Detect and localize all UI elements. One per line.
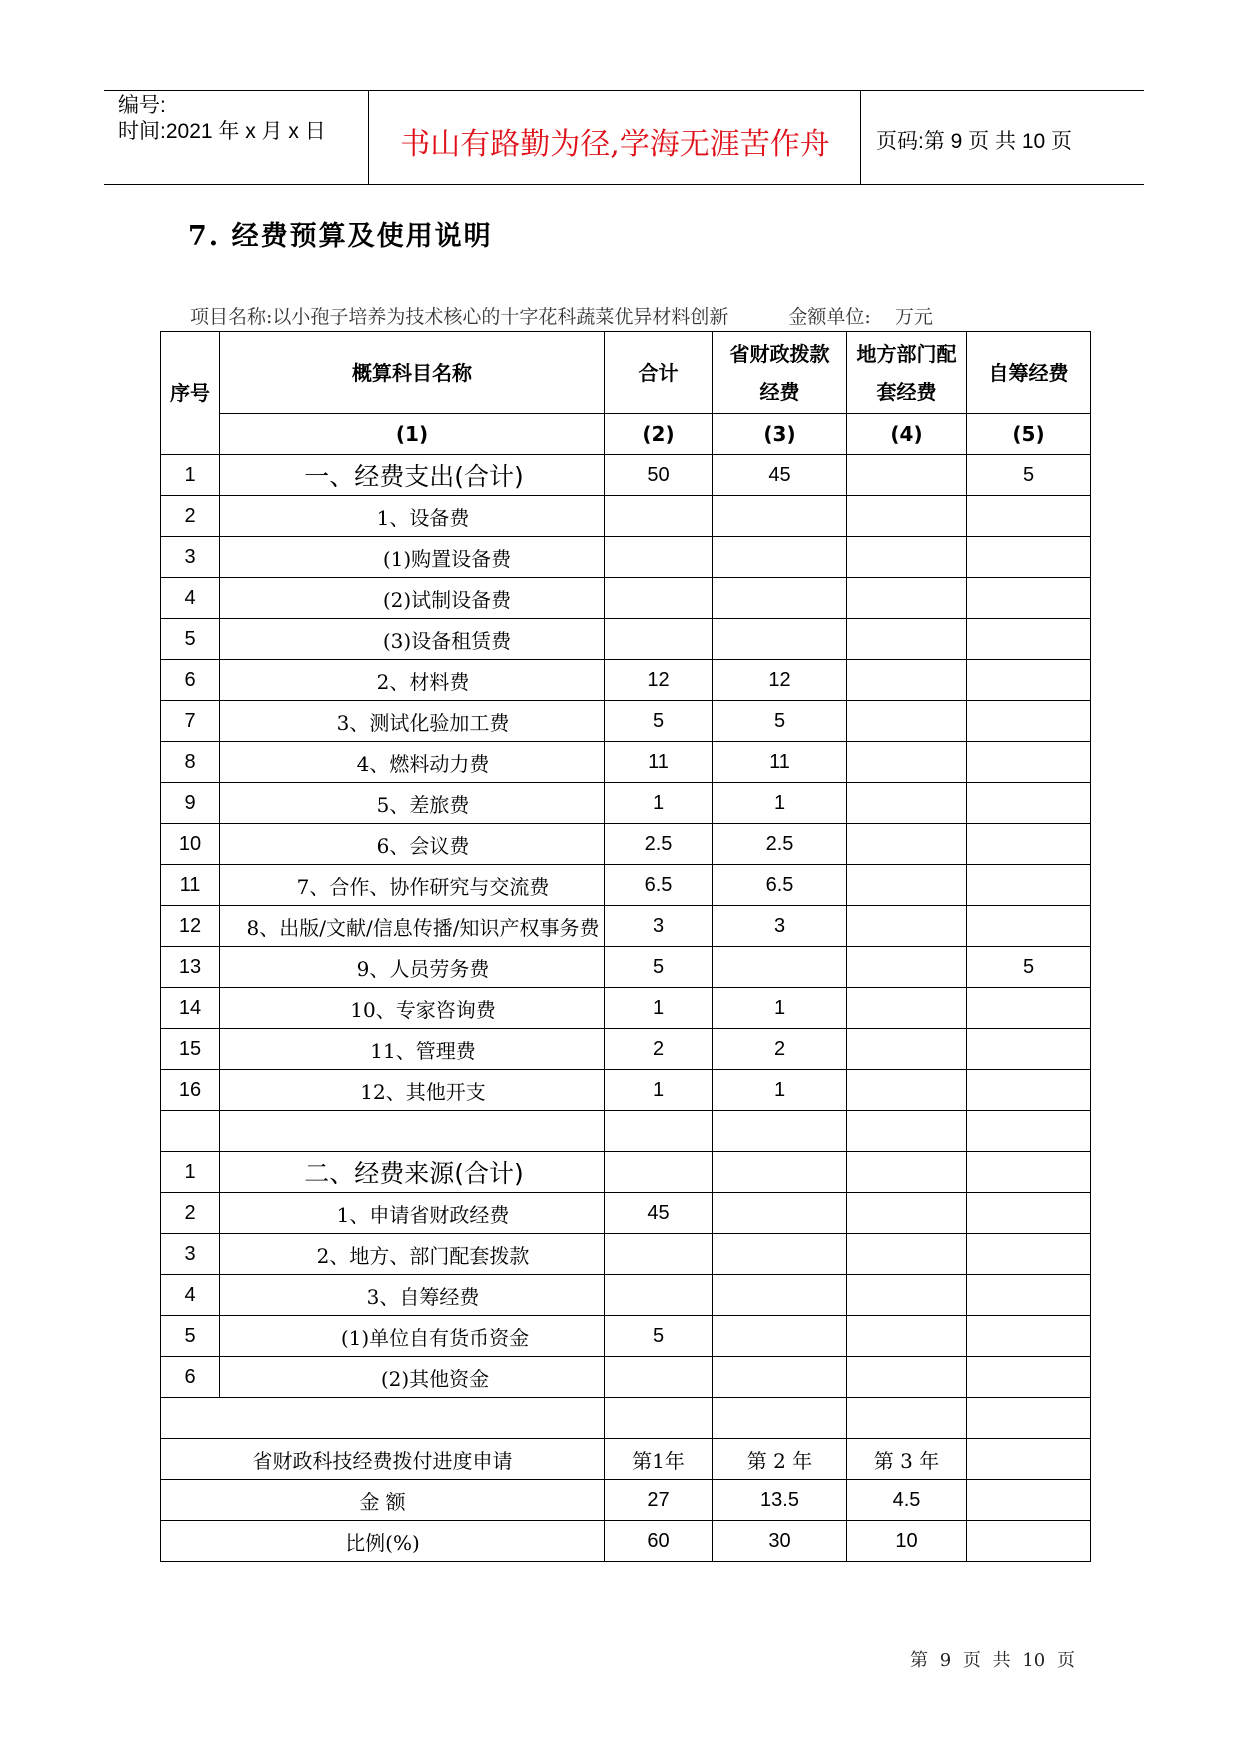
table-row xyxy=(161,660,1091,701)
table-row xyxy=(161,496,1091,537)
row-self xyxy=(967,865,1091,906)
row-prov xyxy=(713,1234,847,1275)
unit-value: 万元 xyxy=(894,306,933,328)
row-local xyxy=(847,906,967,947)
row-local xyxy=(847,988,967,1029)
row-self xyxy=(967,537,1091,578)
col-total-header: 合计 xyxy=(605,332,713,414)
row-total xyxy=(605,537,713,578)
row-total: 1 xyxy=(605,988,713,1029)
table-row xyxy=(161,742,1091,783)
row-total: 6.5 xyxy=(605,865,713,906)
row-seq: 9 xyxy=(161,783,220,824)
blank-cell xyxy=(161,1111,220,1152)
row-seq: 10 xyxy=(161,824,220,865)
col-prov-line2: 经费 xyxy=(759,379,800,404)
row-name: 4、燃料动力费 xyxy=(220,742,605,783)
row-name: (1)购置设备费 xyxy=(220,537,605,578)
header-divider xyxy=(860,91,861,184)
row-prov xyxy=(713,1316,847,1357)
section-title: 7. 经费预算及使用说明 xyxy=(188,221,493,252)
row-self: 5 xyxy=(967,947,1091,988)
schedule-value: 30 xyxy=(713,1521,847,1562)
row-seq: 3 xyxy=(161,537,220,578)
row-total xyxy=(605,1234,713,1275)
row-self: 5 xyxy=(967,455,1091,496)
row-local xyxy=(847,742,967,783)
row-total: 3 xyxy=(605,906,713,947)
row-total: 11 xyxy=(605,742,713,783)
row-seq: 6 xyxy=(161,1357,220,1398)
col-prov-line1: 省财政拨款 xyxy=(729,341,830,366)
row-local xyxy=(847,660,967,701)
row-total: 12 xyxy=(605,660,713,701)
row-total: 5 xyxy=(605,947,713,988)
schedule-label: 比例(%) xyxy=(161,1521,605,1562)
table-row xyxy=(161,1234,1091,1275)
row-name: 5、差旅费 xyxy=(220,783,605,824)
table-row xyxy=(161,619,1091,660)
number-label: 编号: xyxy=(118,94,166,117)
row-self xyxy=(967,1070,1091,1111)
schedule-value: 4.5 xyxy=(847,1480,967,1521)
col-index: (5) xyxy=(967,414,1091,455)
table-row xyxy=(161,947,1091,988)
table-row xyxy=(161,824,1091,865)
table-blank-row xyxy=(161,1111,1091,1152)
table-row xyxy=(161,1357,1091,1398)
table-row xyxy=(161,537,1091,578)
row-self xyxy=(967,1275,1091,1316)
blank-cell xyxy=(967,1439,1091,1480)
row-name: 6、会议费 xyxy=(220,824,605,865)
schedule-value: 第 3 年 xyxy=(847,1439,967,1480)
col-prov-header xyxy=(713,332,847,414)
row-name: 2、材料费 xyxy=(220,660,605,701)
blank-cell xyxy=(967,1521,1091,1562)
row-local xyxy=(847,783,967,824)
row-local xyxy=(847,1152,967,1193)
row-local xyxy=(847,496,967,537)
row-name: 1、设备费 xyxy=(220,496,605,537)
row-self xyxy=(967,824,1091,865)
table-blank-row xyxy=(161,1398,1091,1439)
row-self xyxy=(967,496,1091,537)
schedule-value: 第1年 xyxy=(605,1439,713,1480)
row-name: 10、专家咨询费 xyxy=(220,988,605,1029)
row-total: 50 xyxy=(605,455,713,496)
row-self xyxy=(967,660,1091,701)
row-name: (1)单位自有货币资金 xyxy=(220,1316,605,1357)
row-self xyxy=(967,578,1091,619)
row-seq: 2 xyxy=(161,1193,220,1234)
row-self xyxy=(967,1029,1091,1070)
time-label: 时间:2021 年 x 月 x 日 xyxy=(118,120,326,143)
row-total: 45 xyxy=(605,1193,713,1234)
col-index: (4) xyxy=(847,414,967,455)
row-total xyxy=(605,1275,713,1316)
row-total: 1 xyxy=(605,783,713,824)
row-prov xyxy=(713,537,847,578)
row-total: 1 xyxy=(605,1070,713,1111)
table-row xyxy=(161,1070,1091,1111)
schedule-label: 金 额 xyxy=(161,1480,605,1521)
row-total xyxy=(605,619,713,660)
row-local xyxy=(847,619,967,660)
row-name: 1、申请省财政经费 xyxy=(220,1193,605,1234)
row-self xyxy=(967,783,1091,824)
row-name: 11、管理费 xyxy=(220,1029,605,1070)
header-page-number: 页码:第 9 页 共 10 页 xyxy=(876,130,1073,153)
row-prov: 2 xyxy=(713,1029,847,1070)
budget-table xyxy=(160,331,1091,1562)
row-seq: 16 xyxy=(161,1070,220,1111)
table-row xyxy=(161,455,1091,496)
row-local xyxy=(847,1193,967,1234)
col-index: (2) xyxy=(605,414,713,455)
row-prov: 12 xyxy=(713,660,847,701)
header-left xyxy=(118,93,326,145)
schedule-value: 第 2 年 xyxy=(713,1439,847,1480)
row-seq: 13 xyxy=(161,947,220,988)
col-index: (3) xyxy=(713,414,847,455)
row-local xyxy=(847,455,967,496)
table-row xyxy=(161,988,1091,1029)
row-self xyxy=(967,988,1091,1029)
project-meta xyxy=(190,302,933,329)
row-seq: 3 xyxy=(161,1234,220,1275)
row-total xyxy=(605,496,713,537)
row-local xyxy=(847,947,967,988)
blank-cell xyxy=(967,1480,1091,1521)
row-seq: 15 xyxy=(161,1029,220,1070)
row-seq: 6 xyxy=(161,660,220,701)
row-total: 5 xyxy=(605,701,713,742)
row-self xyxy=(967,701,1091,742)
row-self xyxy=(967,619,1091,660)
schedule-ratio-row xyxy=(161,1521,1091,1562)
project-name: 项目名称:以小孢子培养为技术核心的十字花科蔬菜优异材料创新 xyxy=(190,306,729,328)
blank-cell xyxy=(847,1398,967,1439)
row-prov: 6.5 xyxy=(713,865,847,906)
table-index-row xyxy=(161,414,1091,455)
row-prov: 1 xyxy=(713,783,847,824)
row-local xyxy=(847,578,967,619)
row-seq: 1 xyxy=(161,1152,220,1193)
table-row xyxy=(161,783,1091,824)
row-prov xyxy=(713,1193,847,1234)
row-name: (2)试制设备费 xyxy=(220,578,605,619)
row-seq: 5 xyxy=(161,1316,220,1357)
row-prov: 11 xyxy=(713,742,847,783)
row-seq: 2 xyxy=(161,496,220,537)
row-seq: 1 xyxy=(161,455,220,496)
row-name: 7、合作、协作研究与交流费 xyxy=(220,865,605,906)
row-total xyxy=(605,578,713,619)
row-prov xyxy=(713,578,847,619)
table-row xyxy=(161,1275,1091,1316)
table-header-row xyxy=(161,332,1091,414)
row-name: 8、出版/文献/信息传播/知识产权事务费 xyxy=(220,906,605,947)
blank-cell xyxy=(713,1398,847,1439)
row-prov xyxy=(713,496,847,537)
row-name: (3)设备租赁费 xyxy=(220,619,605,660)
blank-cell xyxy=(605,1111,713,1152)
header-motto: 书山有路勤为径,学海无涯苦作舟 xyxy=(400,127,830,162)
table-row xyxy=(161,1029,1091,1070)
page-header xyxy=(104,90,1144,185)
row-name: 2、地方、部门配套拨款 xyxy=(220,1234,605,1275)
header-divider xyxy=(368,91,369,184)
table-row xyxy=(161,701,1091,742)
blank-cell xyxy=(847,1111,967,1152)
row-prov xyxy=(713,1275,847,1316)
row-self xyxy=(967,1193,1091,1234)
col-seq-header: 序号 xyxy=(161,332,220,455)
row-total: 2 xyxy=(605,1029,713,1070)
row-seq: 14 xyxy=(161,988,220,1029)
row-local xyxy=(847,537,967,578)
table-row xyxy=(161,578,1091,619)
schedule-label: 省财政科技经费拨付进度申请 xyxy=(161,1439,605,1480)
row-seq: 5 xyxy=(161,619,220,660)
table-row xyxy=(161,1193,1091,1234)
row-prov: 1 xyxy=(713,988,847,1029)
blank-cell xyxy=(605,1398,713,1439)
col-self-header: 自筹经费 xyxy=(967,332,1091,414)
row-seq: 8 xyxy=(161,742,220,783)
row-seq: 4 xyxy=(161,1275,220,1316)
row-seq: 7 xyxy=(161,701,220,742)
row-self xyxy=(967,906,1091,947)
row-name: (2)其他资金 xyxy=(220,1357,605,1398)
row-name: 12、其他开支 xyxy=(220,1070,605,1111)
col-local-line1: 地方部门配 xyxy=(856,341,957,366)
table-row xyxy=(161,1152,1091,1193)
row-local xyxy=(847,1070,967,1111)
row-name: 二、经费来源(合计) xyxy=(220,1152,605,1193)
row-local xyxy=(847,1357,967,1398)
row-prov xyxy=(713,619,847,660)
row-prov xyxy=(713,1152,847,1193)
schedule-title-row xyxy=(161,1439,1091,1480)
row-total xyxy=(605,1357,713,1398)
row-name: 9、人员劳务费 xyxy=(220,947,605,988)
row-total xyxy=(605,1152,713,1193)
blank-cell xyxy=(967,1398,1091,1439)
col-local-line2: 套经费 xyxy=(876,379,937,404)
row-local xyxy=(847,865,967,906)
schedule-amount-row xyxy=(161,1480,1091,1521)
schedule-value: 10 xyxy=(847,1521,967,1562)
col-local-header xyxy=(847,332,967,414)
row-local xyxy=(847,1275,967,1316)
row-local xyxy=(847,1234,967,1275)
row-local xyxy=(847,1029,967,1070)
row-prov xyxy=(713,947,847,988)
blank-cell xyxy=(967,1111,1091,1152)
row-prov xyxy=(713,1357,847,1398)
row-local xyxy=(847,824,967,865)
row-prov: 5 xyxy=(713,701,847,742)
row-seq: 4 xyxy=(161,578,220,619)
schedule-value: 13.5 xyxy=(713,1480,847,1521)
row-self xyxy=(967,1234,1091,1275)
table-row xyxy=(161,1316,1091,1357)
row-local xyxy=(847,701,967,742)
schedule-value: 60 xyxy=(605,1521,713,1562)
row-self xyxy=(967,1316,1091,1357)
row-name: 3、自筹经费 xyxy=(220,1275,605,1316)
row-local xyxy=(847,1316,967,1357)
row-self xyxy=(967,742,1091,783)
blank-cell xyxy=(713,1111,847,1152)
row-name: 一、经费支出(合计) xyxy=(220,455,605,496)
row-prov: 45 xyxy=(713,455,847,496)
row-name: 3、测试化验加工费 xyxy=(220,701,605,742)
row-prov: 3 xyxy=(713,906,847,947)
row-seq: 12 xyxy=(161,906,220,947)
col-name-header: 概算科目名称 xyxy=(220,332,605,414)
row-total: 5 xyxy=(605,1316,713,1357)
blank-cell xyxy=(220,1111,605,1152)
blank-cell xyxy=(161,1398,605,1439)
row-prov: 2.5 xyxy=(713,824,847,865)
page-footer: 第 9 页 共 10 页 xyxy=(910,1650,1075,1671)
table-row xyxy=(161,865,1091,906)
row-self xyxy=(967,1357,1091,1398)
table-row xyxy=(161,906,1091,947)
row-total: 2.5 xyxy=(605,824,713,865)
schedule-value: 27 xyxy=(605,1480,713,1521)
row-seq: 11 xyxy=(161,865,220,906)
row-prov: 1 xyxy=(713,1070,847,1111)
row-self xyxy=(967,1152,1091,1193)
col-index: (1) xyxy=(220,414,605,455)
unit-label: 金额单位: xyxy=(788,306,871,328)
